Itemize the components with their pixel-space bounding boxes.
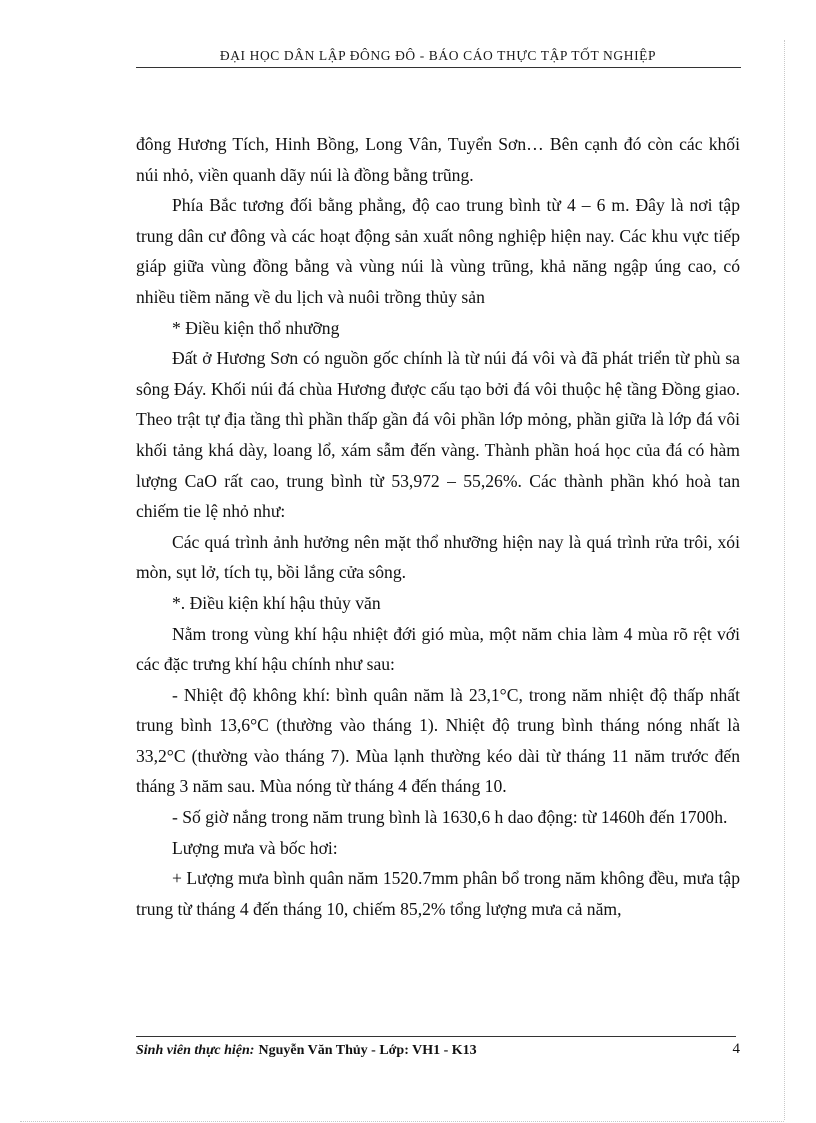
page-number: 4: [732, 1041, 740, 1057]
page-header: ĐẠI HỌC DÂN LẬP ĐÔNG ĐÔ - BÁO CÁO THỰC TẬP TỐT NGHIỆP: [219, 48, 657, 63]
paragraph-climate-intro: Nằm trong vùng khí hậu nhiệt đới gió mùa, một năm chia làm 4 mùa rõ rệt với các đặc trưng khí hậu chính như sau:: [136, 623, 740, 675]
header-divider: [136, 67, 741, 68]
paragraph-temperature: - Nhiệt độ không khí: bình quân năm là 23,1°C, trong năm nhiệt độ thấp nhất trung bình 13,6°C (thường vào tháng 1). Nhiệt độ trung bình tháng nóng nhất là 33,2°C (thường vào tháng 7). Mùa lạnh thường kéo dài từ tháng 11 năm trước đến tháng 3 năm sau. Mùa nóng từ tháng 4 đến tháng 10.: [136, 684, 740, 797]
heading-soil: * Điều kiện thổ nhưỡng: [172, 317, 340, 338]
page-footer: [136, 1043, 740, 1059]
page-bottom-guide: [20, 1121, 784, 1122]
document-body: [136, 129, 740, 924]
footer-divider: [136, 1036, 736, 1037]
heading-climate: *. Điều kiện khí hậu thủy văn: [172, 592, 381, 613]
paragraph-sunshine: - Số giờ nắng trong năm trung bình là 1630,6 h dao động: từ 1460h đến 1700h.: [172, 807, 728, 828]
heading-rainfall: Lượng mưa và bốc hơi:: [172, 837, 338, 858]
page-margin-guide: [784, 40, 785, 1120]
paragraph-mountains: đông Hương Tích, Hinh Bồng, Long Vân, Tuyển Sơn… Bên cạnh đó còn các khối núi nhỏ, viền quanh dãy núi là đồng bằng trũng.: [136, 134, 740, 185]
footer-student: Nguyễn Văn Thủy - Lớp: VH1 - K13: [258, 1043, 477, 1058]
paragraph-north: Phía Bắc tương đối bằng phẳng, độ cao trung bình từ 4 – 6 m. Đây là nơi tập trung dân cư đông và các hoạt động sản xuất nông nghiệp hiện nay. Các khu vực tiếp giáp giữa vùng đồng bằng và vùng núi là vùng trũng, khả năng ngập úng cao, có nhiều tiềm năng về du lịch và nuôi trồng thủy sản: [136, 195, 740, 307]
footer-label: Sinh viên thực hiện:: [136, 1043, 255, 1058]
paragraph-rainfall: + Lượng mưa bình quân năm 1520.7mm phân bổ trong năm không đều, mưa tập trung từ tháng 4 đến tháng 10, chiếm 85,2% tổng lượng mưa cả năm,: [136, 868, 740, 919]
paragraph-soil-processes: Các quá trình ảnh hưởng nên mặt thổ nhưỡng hiện nay là quá trình rửa trôi, xói mòn, sụt lở, tích tụ, bồi lắng cửa sông.: [136, 531, 740, 583]
paragraph-soil-origin: Đất ở Hương Sơn có nguồn gốc chính là từ núi đá vôi và đã phát triển từ phù sa sông Đáy. Khối núi đá chùa Hương được cấu tạo bởi đá vôi thuộc hệ tầng Đồng giao. Theo trật tự địa tầng thì phần thấp gần đá vôi phần lớp mỏng, phần giữa là lớp đá vôi khối tảng khá dày, loang lổ, xám sẫm đến vàng. Thành phần hoá học của đá có hàm lượng CaO rất cao, trung bình từ 53,972 – 55,26%. Các thành phần khó hoà tan chiếm tie lệ nhỏ như:: [136, 348, 740, 522]
